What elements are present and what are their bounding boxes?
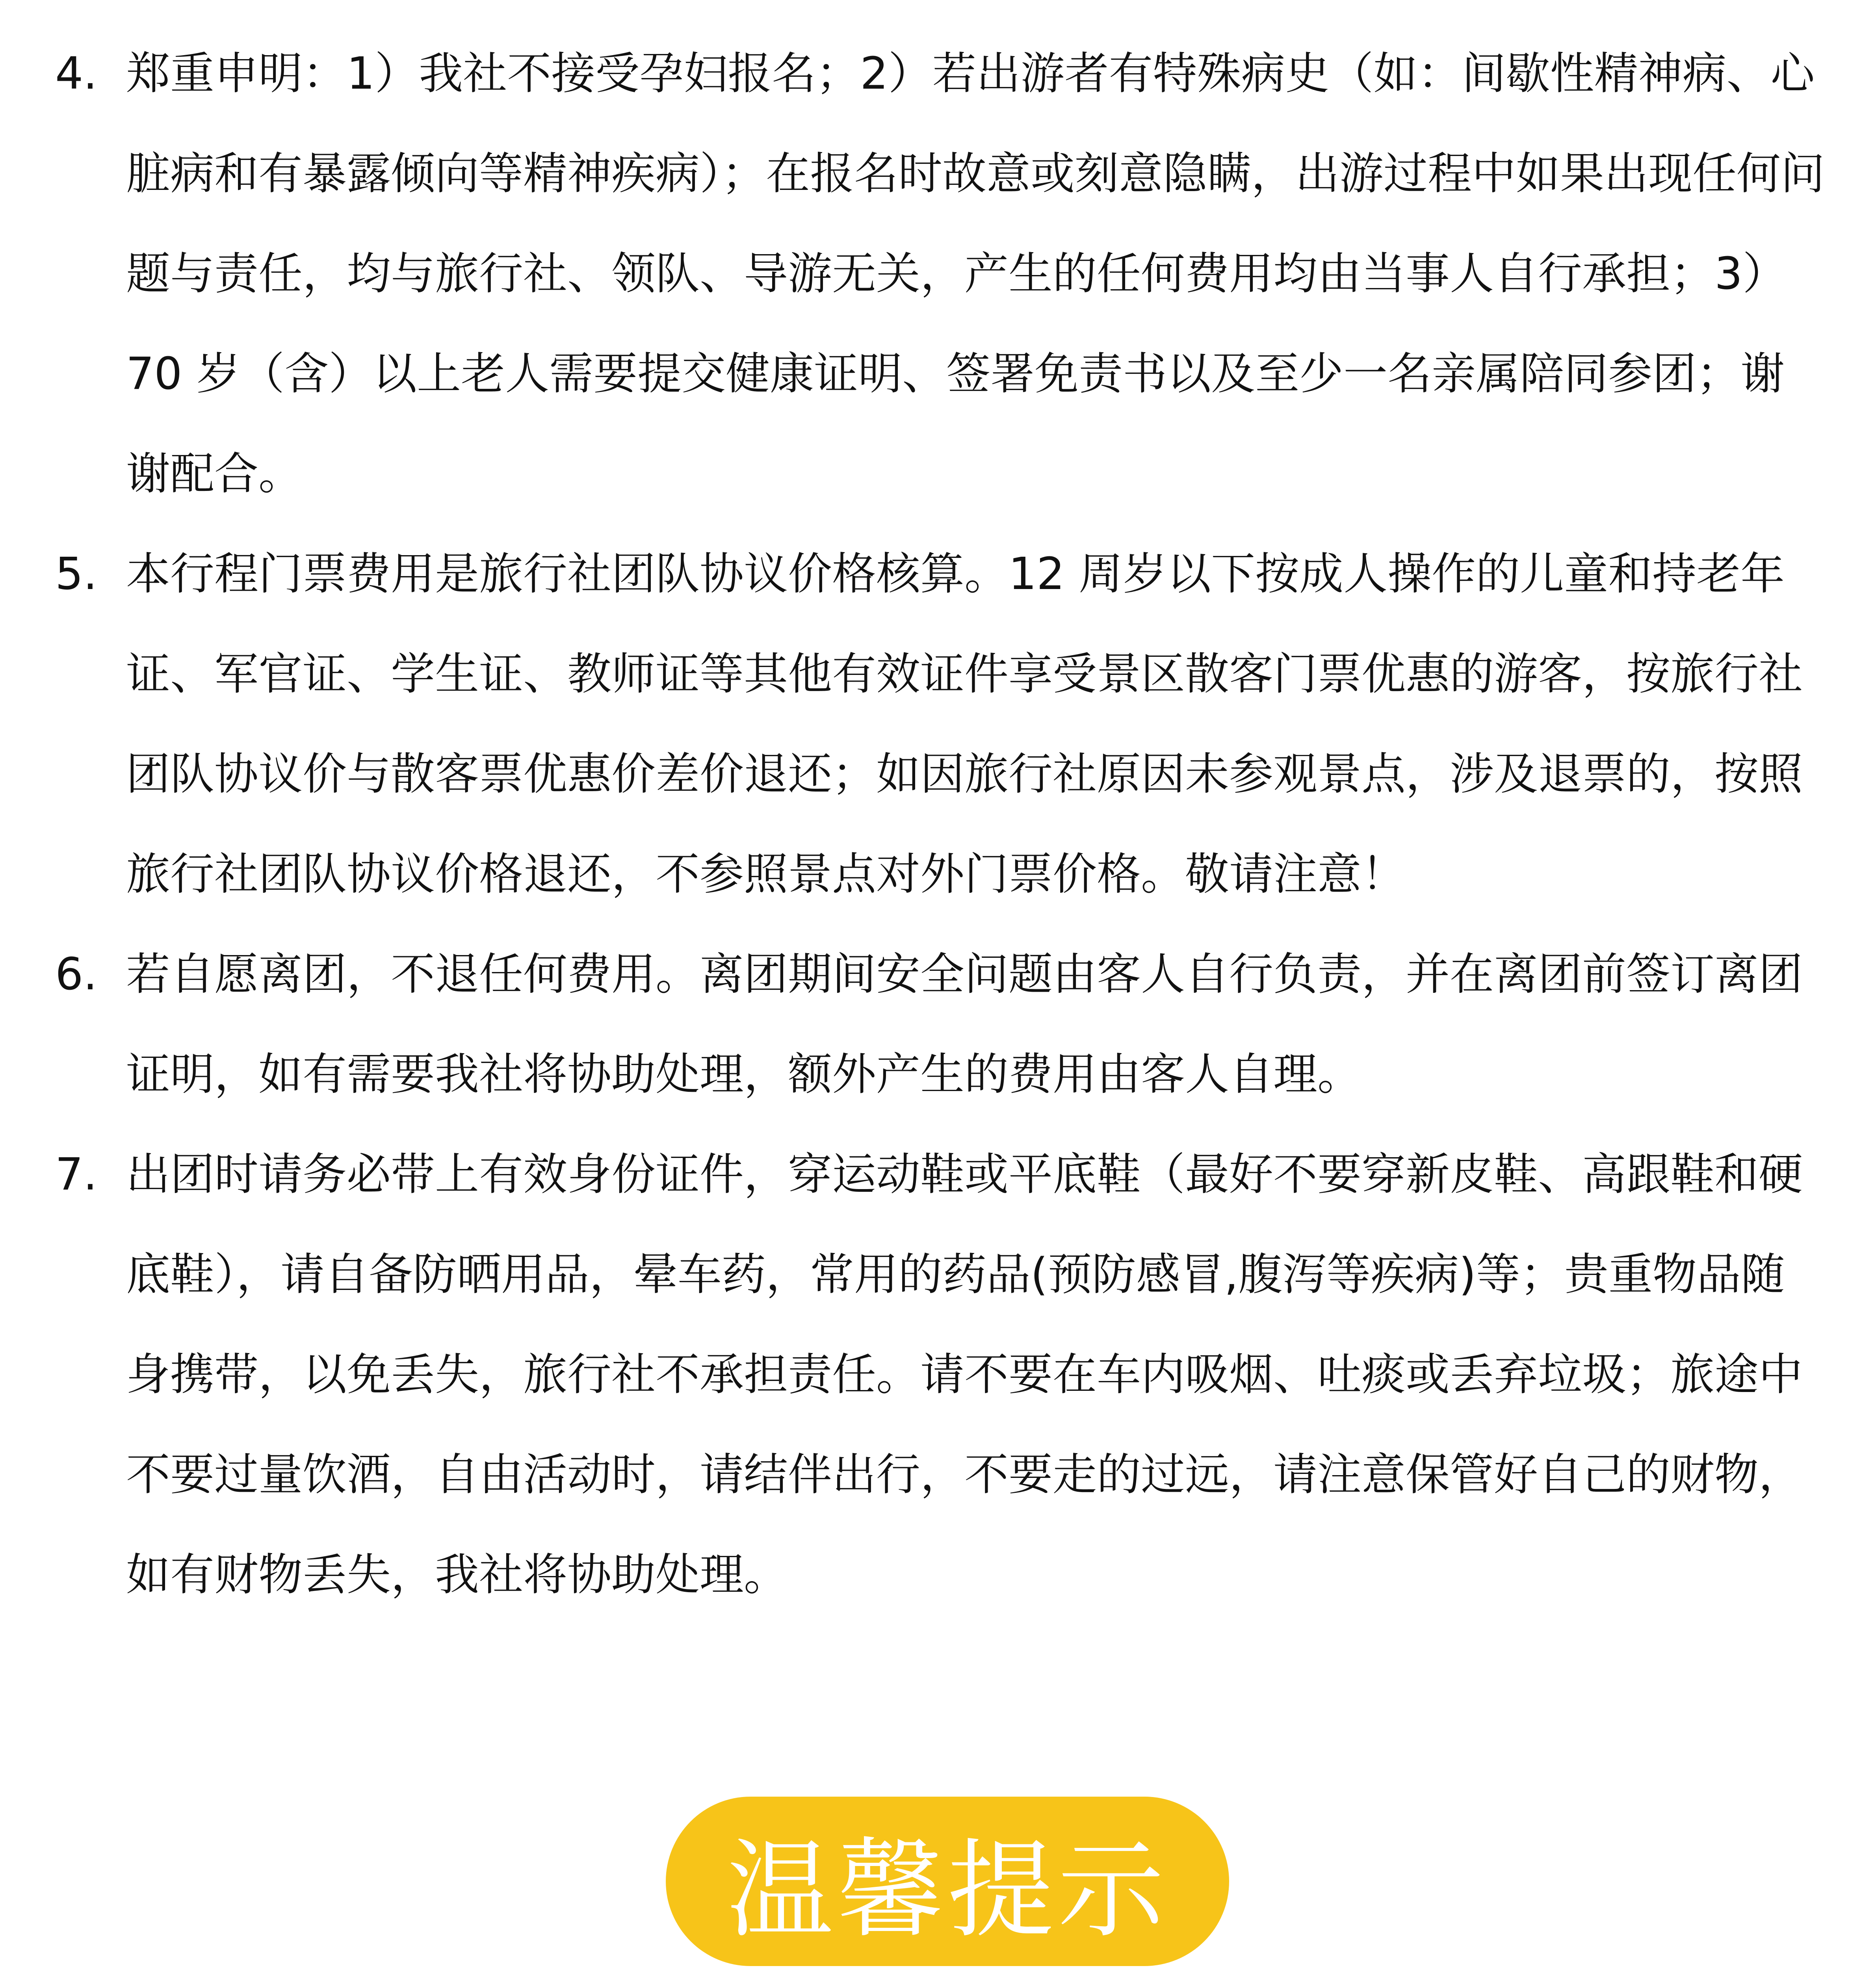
notice-text: 郑重申明：1）我社不接受孕妇报名；2）若出游者有特殊病史（如：间歇性精神病、心脏病和有暴露倾向等精神疾病）；在报名时故意或刻意隐瞒，出游过程中如果出现任何问题与责任，均与旅行社、领队、导游无关，产生的任何费用均由当事人自行承担；3）70 岁（含）以上老人需要提交健康证明、签署免责书以及至少一名亲属陪同参团；谢谢配合。 xyxy=(126,48,1825,500)
notice-text: 出团时请务必带上有效身份证件，穿运动鞋或平底鞋（最好不要穿新皮鞋、高跟鞋和硬底鞋），请自备防晒用品，晕车药，常用的药品(预防感冒,腹泻等疾病)等；贵重物品随身携带，以免丢失，旅行社不承担责任。请不要在车内吸烟、吐痰或丢弃垃圾；旅途中不要过量饮酒，自由活动时，请结伴出行，不要走的过远，请注意保管好自己的财物，如有财物丢失，我社将协助处理。 xyxy=(126,1149,1803,1600)
notice-number: 4. xyxy=(55,48,97,99)
notice-item-4 xyxy=(55,24,1828,524)
notice-item-6 xyxy=(55,924,1828,1124)
tips-banner xyxy=(666,1797,1229,1966)
notice-number: 7. xyxy=(55,1149,97,1200)
notice-item-7 xyxy=(55,1124,1828,1625)
notice-number: 5. xyxy=(55,548,97,600)
notice-list xyxy=(55,24,1828,1625)
tips-banner-title: 温馨提示 xyxy=(727,1828,1168,1952)
notice-item-5 xyxy=(55,524,1828,924)
notice-text: 本行程门票费用是旅行社团队协议价格核算。12 周岁以下按成人操作的儿童和持老年证、军官证、学生证、教师证等其他有效证件享受景区散客门票优惠的游客，按旅行社团队协议价与散客票优惠价差价退还；如因旅行社原因未参观景点，涉及退票的，按照旅行社团队协议价格退还，不参照景点对外门票价格。敬请注意！ xyxy=(126,548,1803,900)
notice-text: 若自愿离团，不退任何费用。离团期间安全问题由客人自行负责，并在离团前签订离团证明，如有需要我社将协助处理，额外产生的费用由客人自理。 xyxy=(126,949,1803,1100)
notice-number: 6. xyxy=(55,949,97,1000)
